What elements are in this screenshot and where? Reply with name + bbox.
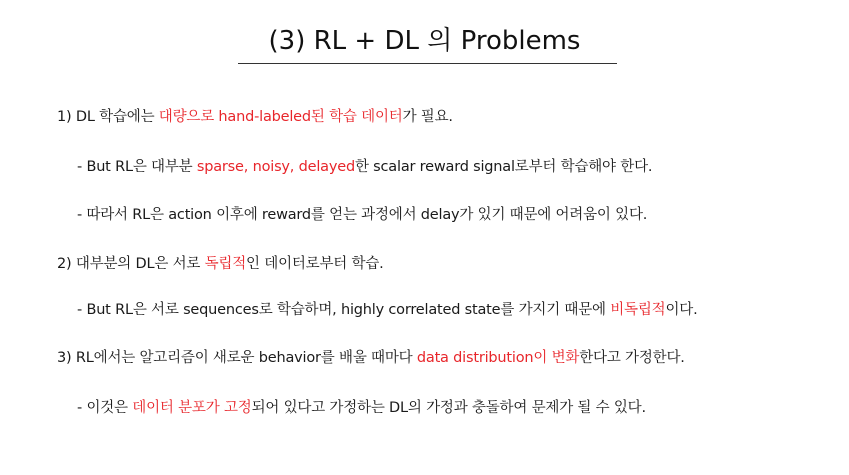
point-3-sub-1-text-end: 되어 있다고 가정하는 DL의 가정과 충돌하여 문제가 될 수 있다. [251, 400, 646, 416]
point-2 [57, 254, 384, 274]
point-3-sub-1-highlight: 데이터 분포가 고정 [132, 400, 252, 416]
title-underline [238, 63, 617, 64]
point-1-sub-2 [77, 205, 647, 225]
point-1-sub-2-text: - 따라서 RL은 action 이후에 reward를 얻는 과정에서 delay가 있기 때문에 어려움이 있다. [77, 207, 648, 223]
point-1-sub-1-text-end: 한 scalar reward signal로부터 학습해야 한다. [354, 159, 653, 175]
point-1-sub-1-text: - But RL은 대부분 [77, 159, 197, 175]
point-3 [57, 348, 685, 368]
point-1-sub-1 [77, 157, 652, 177]
point-2-sub-1-highlight: 비독립적 [610, 302, 666, 318]
point-2-sub-1-text-end: 이다. [665, 302, 698, 318]
slide-title: (3) RL + DL 의 Problems [268, 26, 581, 56]
point-2-text: 2) 대부분의 DL은 서로 [57, 256, 205, 272]
point-1-text-end: 가 필요. [402, 109, 453, 125]
point-3-highlight: data distribution이 변화 [416, 350, 580, 366]
point-2-sub-1 [77, 300, 698, 320]
point-1-sub-1-highlight: sparse, noisy, delayed [196, 159, 355, 175]
point-3-sub-1 [77, 398, 646, 418]
point-1 [57, 107, 453, 127]
point-2-text-end: 인 데이터로부터 학습. [246, 256, 384, 272]
point-3-sub-1-text: - 이것은 [77, 400, 133, 416]
point-3-text: 3) RL에서는 알고리즘이 새로운 behavior를 배울 때마다 [57, 350, 417, 366]
point-2-sub-1-text: - But RL은 서로 sequences로 학습하며, highly correlated state를 가지기 때문에 [77, 302, 611, 318]
point-2-highlight: 독립적 [204, 256, 247, 272]
point-3-text-end: 한다고 가정한다. [579, 350, 685, 366]
point-1-highlight: 대량으로 hand-labeled된 학습 데이터 [158, 109, 403, 125]
point-1-text: 1) DL 학습에는 [57, 109, 159, 125]
